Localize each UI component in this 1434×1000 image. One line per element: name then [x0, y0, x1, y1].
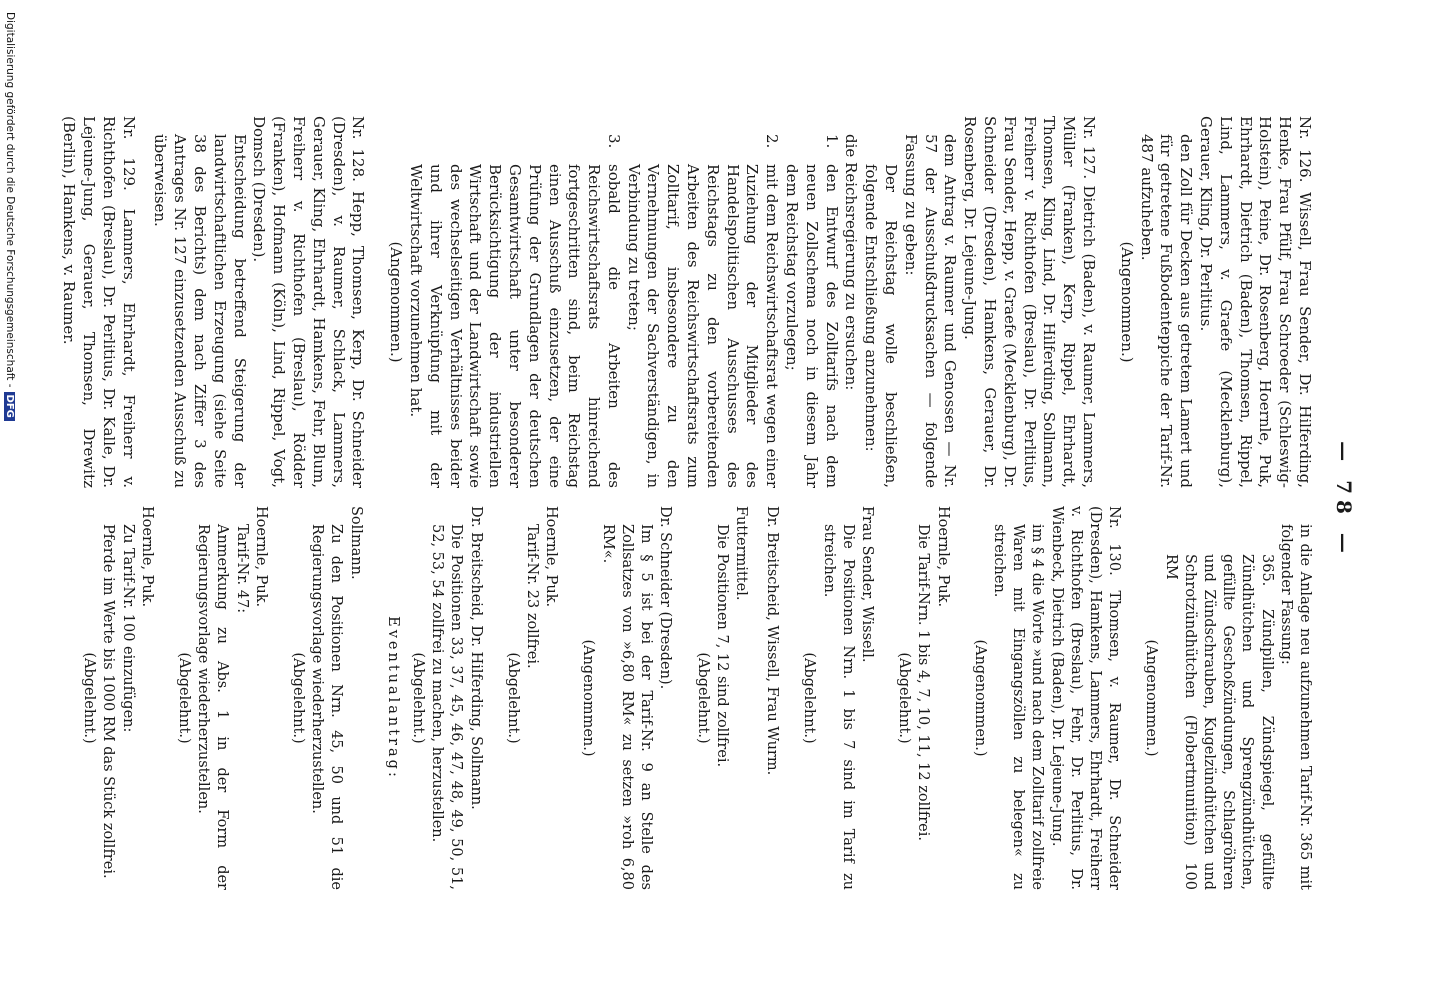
note-spacer — [497, 506, 503, 890]
status-note: (Abgelehnt.) — [801, 652, 818, 744]
motion-header: Nr. 129. Lammers, Ehrhardt, Freiherr v. Richthofen (Breslau), Dr. Perlitius, Dr. Kalle, Dr. Lejeune-Jung, Gerauer, Thomsen, Drewitz (Berlin), Hamkens, v. Raumer. — [60, 116, 138, 488]
paragraph-spacer — [674, 506, 686, 890]
motion-text: dem Antrag v. Raumer und Genossen — Nr. 57 der Ausschußdrucksachen — folgende Fassung zu geben: — [901, 134, 960, 488]
status-note: (Abgelehnt.) — [81, 652, 98, 744]
motion-header: Hoernle, Puk. — [138, 506, 155, 608]
motion-text: die Reichsregierung zu ersuchen: — [842, 134, 861, 391]
status-note: (Abgelehnt.) — [504, 652, 521, 744]
status-note: (Angenommen.) — [1117, 241, 1136, 363]
item-text: mit dem Reichswirtschaftsrat wegen einer Zuziehung der Mitglieder des Handelspolitischen Ausschusses des Reichstags zu den vorbereitenden Arbeiten des Reichswirtschaftsrats zum Zolltarif, insbesondere zu den Vernehmungen der Sachverständigen, in Verbindung zu treten; — [624, 164, 782, 488]
paragraph-spacer — [1123, 506, 1135, 890]
motion-text: Die Positionen 7, 12 sind zollfrei. — [713, 524, 730, 768]
motion-text: den Zoll für Decken aus getretem Lamert und für getretene Fußbodenteppiche der Tarif-Nr. 487 aufzuheben. — [1137, 134, 1196, 488]
motion-header: Nr. 128. Hepp, Thomsen, Kerp, Dr. Schneider (Dresden), v. Raumer, Schlack, Lammers, Gerauer, Kling, Ehrhardt, Hamkens, Fehr, Blum, Freiherr v. Richthofen (Breslau), Rödder (Franken), Hofmann (Köln), Lind, Rippel, Vogt, Domsch (Dresden). — [250, 116, 368, 488]
motion-text: im § 4 die Worte »und nach dem Zolltarif zollfreie Waren mit Eingangszöllen zu belegen« zu streichen. — [990, 524, 1046, 890]
dfg-logo: DFG — [4, 392, 15, 421]
motion-text: Entscheidung betreffend Steigerung der landwirtschaftlichen Erzeugung (siehe Seite 38 des Berichts) dem nach Ziffer 3 des Antrages Nr. 127 einzusetzenden Ausschuß zu überweisen. — [151, 134, 249, 488]
motion-header: Sollmann. — [347, 506, 364, 580]
left-numbered-item — [623, 116, 781, 488]
motion-header: Hoernle, Puk. — [934, 506, 951, 608]
motion-text: Im § 5 ist bei der Tarif-Nr. 9 an Stelle des Zollsatzes von »6,80 RM« zu setzen »roh 6,80 RM«. — [599, 524, 655, 890]
note-spacer — [377, 506, 383, 890]
motion-text: in die Anlage neu aufzunehmen Tarif-Nr. 365 mit folgender Fassung: — [1277, 524, 1313, 890]
status-note: (Abgelehnt.) — [290, 652, 307, 744]
motion-text: Der Reichstag wolle beschließen, folgende Entschließung anzunehmen: — [862, 164, 901, 488]
note-spacer — [282, 506, 288, 890]
motion-text: Pferde im Werte bis 1000 RM das Stück zollfrei. — [100, 524, 117, 879]
motion-header: Nr. 127. Dietrich (Baden), v. Raumer, Lammers, Müller (Franken), Kerp, Rippel, Ehrhardt, Thomsen, Kling, Lind, Dr. Hilferding, Sollmann, Freiherr v. Richthofen (Breslau), Dr. Perlitius, Frau Sender, Hepp, v. Graefe (Mecklenburg), Dr. Schneider (Dresden), Hamkens, Gerauer, Dr. Rosenberg, Dr. Lejeune-Jung. — [961, 116, 1099, 488]
motion-text: Die Tarif-Nrn. 1 bis 4, 7, 10, 11, 12 zollfrei. — [915, 524, 932, 841]
left-column — [58, 116, 1314, 488]
note-spacer — [402, 506, 408, 890]
motion-header: Nr. 130. Thomsen, v. Raumer, Dr. Schneider (Dresden), Hamkens, Lammers, Ehrhardt, Freiherr v. Richthofen (Breslau), Fehr, Dr. Perlitius, Dr. Wienbeck, Dietrich (Baden), Dr. Lejeune-Jung. — [1048, 506, 1123, 890]
paragraph-spacer — [952, 506, 964, 890]
status-note: (Abgelehnt.) — [410, 652, 427, 744]
paragraph-spacer — [485, 506, 497, 890]
motion-header: Dr. Breitscheid, Wissell, Frau Wurm. — [764, 506, 781, 776]
motion-header: Hoernle, Puk. — [543, 506, 560, 608]
motion-text: Tarif-Nr. 23 zollfrei. — [524, 524, 541, 669]
left-numbered-item — [405, 116, 623, 488]
status-note: (Angenommen.) — [971, 639, 988, 757]
paragraph-spacer — [781, 506, 793, 890]
motion-text: Anmerkung zu Abs. 1 in der Form der Regierungsvorlage wiederherzustellen. — [195, 524, 231, 890]
motion-text: Zu Tarif-Nr. 100 einzufügen: — [119, 524, 136, 733]
status-note: (Abgelehnt.) — [694, 652, 711, 744]
motion-header: Futtermittel. — [732, 506, 749, 601]
item-text: den Entwurf des Zolltarifs nach dem neuen Zollschema noch in diesem Jahr dem Reichstag vorzulegen; — [783, 164, 841, 488]
item-number: 2. — [763, 134, 782, 149]
status-note: (Angenommen.) — [387, 241, 406, 363]
paragraph-spacer — [367, 116, 379, 488]
status-note: (Abgelehnt.) — [176, 652, 193, 744]
digitization-footer — [4, 12, 16, 988]
paragraph-spacer — [138, 116, 150, 488]
footer-text: Digitalisierung gefördert durch die Deutsche Forschungsgemeinschaft - — [4, 12, 16, 388]
item-number: 1. — [822, 134, 841, 149]
motion-header: Dr. Breitscheid, Dr. Hilferding, Sollmann. — [467, 506, 484, 810]
item-text: sobald die Arbeiten des Reichswirtschaftsrats hinreichend fortgeschritten sind, beim Reichstag einen Ausschuß einzusetzen, der eine Prüfung der Grundlagen der deutschen Gesamtwirtschaft unter besonderer Berücksichtigung der industriellen Wirtschaft und der Landwirtschaft sowie des wechselseitigen Verhältnisses beider und ihrer Verknüpfung mit der Weltwirtschaft vorzunehmen hat. — [406, 164, 623, 488]
status-note: (Angenommen.) — [1143, 639, 1160, 757]
paragraph-spacer — [750, 506, 762, 890]
motion-text: 365. Zündpillen, Zündspiegel, gefüllte Zündhütchen und Sprengzündhütchen, gefüllte Geschoßzündungen, Schlagröhren und Zündschrauben, Kugelzündhütchen und Schrotzündhütchen (Flobertmunition) 100 RM — [1162, 554, 1275, 890]
paragraph-spacer — [876, 506, 888, 890]
motion-text: Zu den Positionen Nrn. 45, 50 und 51 die Regierungsvorlage wiederherzustellen. — [309, 524, 345, 890]
motion-text: Die Positionen Nrn. 1 bis 7 sind im Tarif zu streichen. — [820, 524, 856, 890]
status-note: (Angenommen.) — [580, 639, 597, 757]
motion-text: Tarif-Nr. 47: — [233, 524, 250, 614]
status-note: Eventualantrag: — [384, 616, 401, 780]
motion-header: Dr. Schneider (Dresden). — [657, 506, 674, 690]
status-note: (Abgelehnt.) — [896, 652, 913, 744]
right-column — [73, 506, 1314, 890]
motion-header: Nr. 126. Wissell, Frau Sender, Dr. Hilferding, Henke, Frau Pfülf, Frau Schroeder (Schleswig-Holstein), Peine, Dr. Rosenberg, Hoernle, Puk, Ehrhardt, Dietrich (Baden), Thomsen, Rippel, Lind, Lammers, v. Graefe (Mecklenburg), Gerauer, Kling, Dr. Perlitius. — [1197, 116, 1314, 488]
page-number: — 78 — — [1332, 441, 1356, 559]
motion-header: Hoernle, Puk. — [252, 506, 269, 608]
paragraph-spacer — [1098, 116, 1110, 488]
motion-text: Die Positionen 33, 37, 45, 46, 47, 48, 49, 50, 51, 52, 53, 54 zollfrei zu machen, herzustellen. — [429, 524, 465, 890]
left-numbered-item — [781, 116, 840, 488]
paragraph-spacer — [270, 506, 282, 890]
note-spacer — [168, 506, 174, 890]
note-spacer — [964, 506, 970, 890]
motion-header: Frau Sender, Wissell. — [858, 506, 875, 663]
paragraph-spacer — [365, 506, 377, 890]
paragraph-spacer — [560, 506, 572, 890]
paragraph-spacer — [156, 506, 168, 890]
item-number: 3. — [604, 134, 623, 149]
